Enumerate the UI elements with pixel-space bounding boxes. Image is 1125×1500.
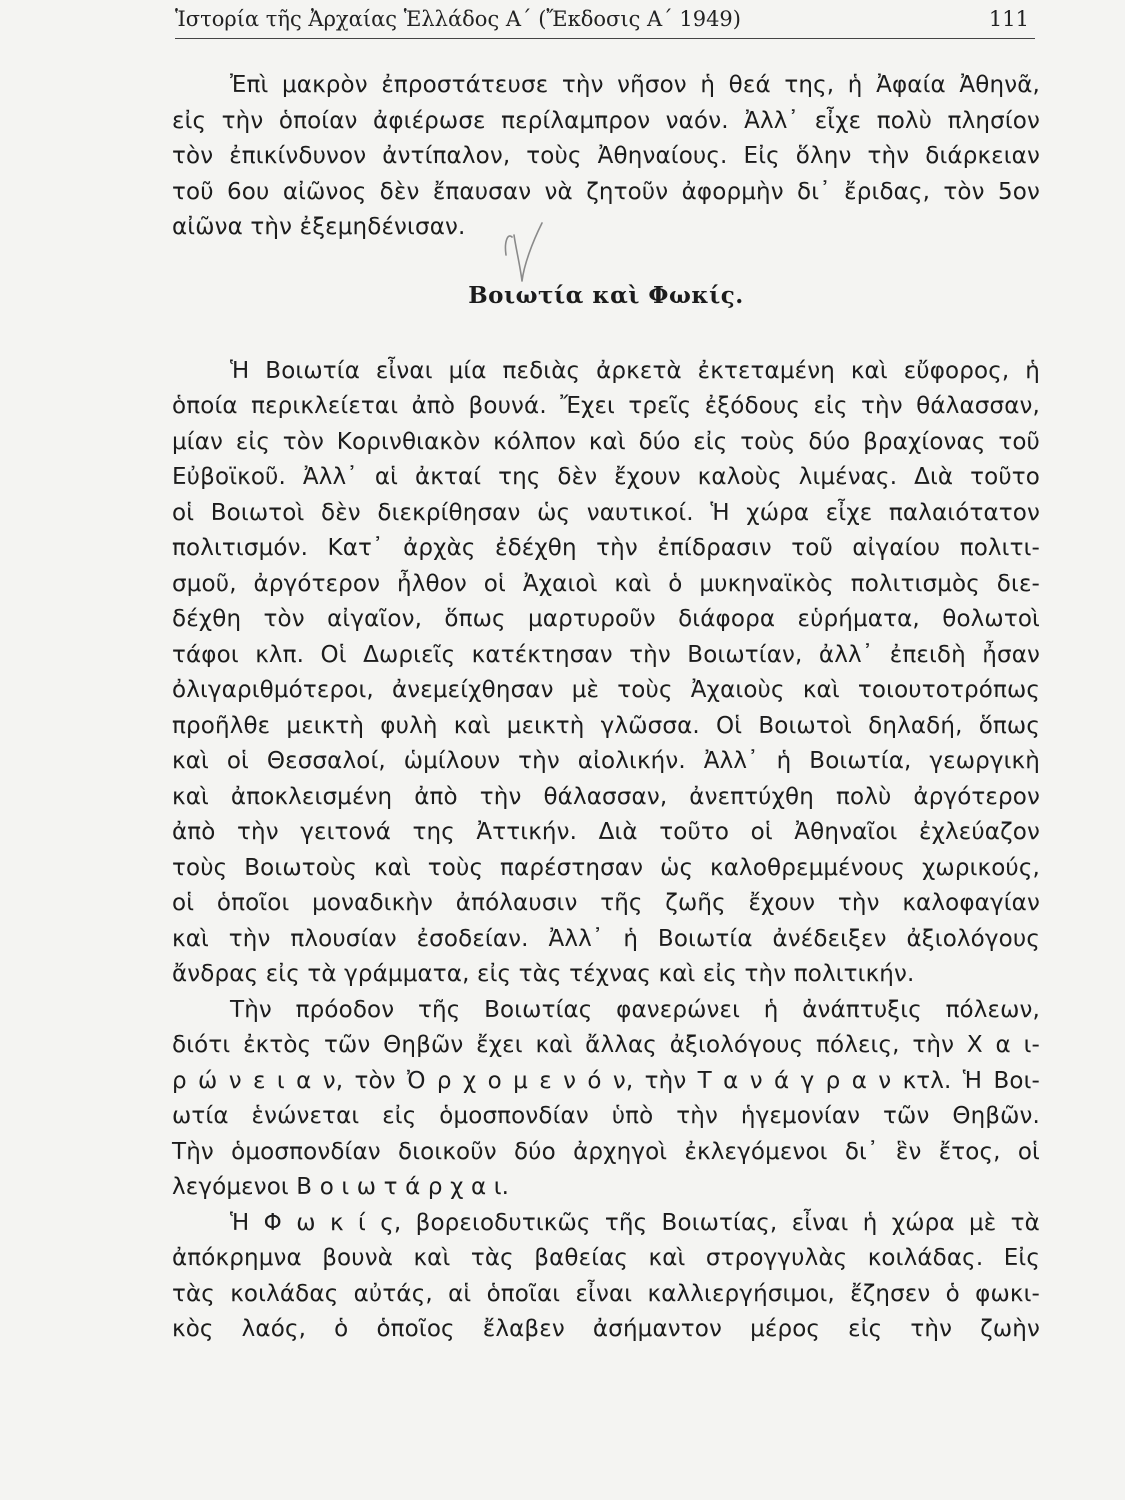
text-line: οἱ Βοιωτοὶ δὲν διεκρίθησαν ὡς ναυτικοί. Ἡ χώρα εἶχε παλαιότατον: [172, 499, 1040, 526]
text-line: ἄνδρας εἰς τὰ γράμματα, εἰς τὰς τέχνας καὶ εἰς τὴν πολιτικήν.: [172, 961, 915, 987]
text-line: ὀλιγαριθμότεροι, ἀνεμείχθησαν μὲ τοὺς Ἀχαιοὺς καὶ τοιουτοτρόπως: [172, 677, 1040, 703]
text-line: Ἡ Βοιωτία εἶναι μία πεδιὰς ἀρκετὰ ἐκτεταμένη καὶ εὔφορος, ἡ: [230, 357, 1040, 384]
paragraph-boeotian-cities: [172, 993, 1040, 1206]
text-line: τοῦ 6ου αἰῶνος δὲν ἔπαυσαν νὰ ζητοῦν ἀφορμὴν δι᾽ ἔριδας, τὸν 5ον: [172, 178, 1040, 205]
text-line: ωτία ἑνώνεται εἰς ὁμοσπονδίαν ὑπὸ τὴν ἡγεμονίαν τῶν Θηβῶν.: [172, 1103, 1040, 1129]
text-line: δέχθη τὸν αἰγαῖον, ὅπως μαρτυροῦν διάφορα εὑρήματα, θολωτοὶ: [172, 606, 1040, 632]
text-line: Τὴν ὁμοσπονδίαν διοικοῦν δύο ἀρχηγοὶ ἐκλεγόμενοι δι᾽ ἓν ἔτος, οἱ: [172, 1138, 1040, 1165]
text-line: καὶ τὴν πλουσίαν ἐσοδείαν. Ἀλλ᾽ ἡ Βοιωτία ἀνέδειξεν ἀξιολόγους: [172, 925, 1040, 952]
book-title: Ἱστορία τῆς Ἀρχαίας Ἑλλάδος Α´ (Ἔκδοσις Α´ 1949): [175, 7, 741, 31]
text-line: κὸς λαός, ὁ ὁποῖος ἔλαβεν ἀσήμαντον μέρος εἰς τὴν ζωὴν: [172, 1316, 1040, 1342]
text-line: μίαν εἰς τὸν Κορινθιακὸν κόλπον καὶ δύο εἰς τοὺς δύο βραχίονας τοῦ: [172, 428, 1040, 455]
paragraph-boeotia: [172, 354, 1040, 993]
running-header: [175, 2, 1035, 39]
text-line: τοὺς Βοιωτοὺς καὶ τοὺς παρέστησαν ὡς καλοθρεμμένους χωρικούς,: [172, 854, 1040, 881]
text-line: καὶ ἀποκλεισμένη ἀπὸ τὴν θάλασσαν, ἀνεπτύχθη πολὺ ἀργότερον: [172, 783, 1040, 810]
text-line: καὶ οἱ Θεσσαλοί, ὡμίλουν τὴν αἰολικήν. Ἀλλ᾽ ἡ Βοιωτία, γεωργικὴ: [172, 748, 1040, 774]
text-line: ρ ώ ν ε ι α ν, τὸν Ὀ ρ χ ο μ ε ν ό ν, τὴν Τ α ν ά γ ρ α ν κτλ. Ἡ Βοι-: [172, 1067, 1040, 1094]
text-line: εἰς τὴν ὁποίαν ἀφιέρωσε περίλαμπρον ναόν. Ἀλλ᾽ εἶχε πολὺ πλησίον: [172, 107, 1040, 134]
text-line: τὸν ἐπικίνδυνον ἀντίπαλον, τοὺς Ἀθηναίους. Εἰς ὅλην τὴν διάρκειαν: [172, 143, 1040, 169]
text-line: αἰῶνα τὴν ἐξεμηδένισαν.: [172, 214, 466, 240]
text-line: διότι ἐκτὸς τῶν Θηβῶν ἔχει καὶ ἄλλας ἀξιολόγους πόλεις, τὴν Χ α ι-: [172, 1032, 1040, 1058]
paragraph-phocis: [172, 1206, 1040, 1348]
page-number: 111: [988, 7, 1029, 31]
text-line: πολιτισμόν. Κατ᾽ ἀρχὰς ἐδέχθη τὴν ἐπίδρασιν τοῦ αἰγαίου πολιτι-: [172, 535, 1040, 561]
text-line: τὰς κοιλάδας αὐτάς, αἱ ὁποῖαι εἶναι καλλιεργήσιμοι, ἔζησεν ὁ φωκι-: [172, 1280, 1040, 1307]
text-line: ὁποία περικλείεται ἀπὸ βουνά. Ἔχει τρεῖς ἐξόδους εἰς τὴν θάλασσαν,: [172, 393, 1040, 419]
text-line: λεγόμενοι Β ο ι ω τ ά ρ χ α ι.: [172, 1174, 510, 1200]
paragraph-aegina: [172, 68, 1040, 246]
text-line: τάφοι κλπ. Οἱ Δωριεῖς κατέκτησαν τὴν Βοιωτίαν, ἀλλ᾽ ἐπειδὴ ἦσαν: [172, 641, 1040, 668]
text-line: προῆλθε μεικτὴ φυλὴ καὶ μεικτὴ γλῶσσα. Οἱ Βοιωτοὶ δηλαδή, ὅπως: [172, 712, 1040, 739]
text-line: Ἡ Φ ω κ ί ς, βορειοδυτικῶς τῆς Βοιωτίας, εἶναι ἡ χώρα μὲ τὰ: [230, 1209, 1040, 1236]
text-line: Εὐβοϊκοῦ. Ἀλλ᾽ αἱ ἀκταί της δὲν ἔχουν καλοὺς λιμένας. Διὰ τοῦτο: [172, 464, 1040, 490]
body-text: [172, 68, 1040, 1348]
text-line: Ἐπὶ μακρὸν ἐπροστάτευσε τὴν νῆσον ἡ θεά της, ἡ Ἀφαία Ἀθηνᾶ,: [230, 72, 1040, 98]
section-heading: Βοιωτία καὶ Φωκίς.: [468, 281, 744, 309]
text-line: ἀπὸ τὴν γειτονά της Ἀττικήν. Διὰ τοῦτο οἱ Ἀθηναῖοι ἐχλεύαζον: [172, 819, 1040, 845]
text-line: σμοῦ, ἀργότερον ἦλθον οἱ Ἀχαιοὶ καὶ ὁ μυκηναϊκὸς πολιτισμὸς διε-: [172, 570, 1040, 597]
text-line: Τὴν πρόοδον τῆς Βοιωτίας φανερώνει ἡ ἀνάπτυξις πόλεων,: [230, 996, 1040, 1023]
text-line: ἀπόκρημνα βουνὰ καὶ τὰς βαθείας καὶ στρογγυλὰς κοιλάδας. Εἰς: [172, 1245, 1040, 1271]
text-line: οἱ ὁποῖοι μοναδικὴν ἀπόλαυσιν τῆς ζωῆς ἔχουν τὴν καλοφαγίαν: [172, 890, 1040, 916]
